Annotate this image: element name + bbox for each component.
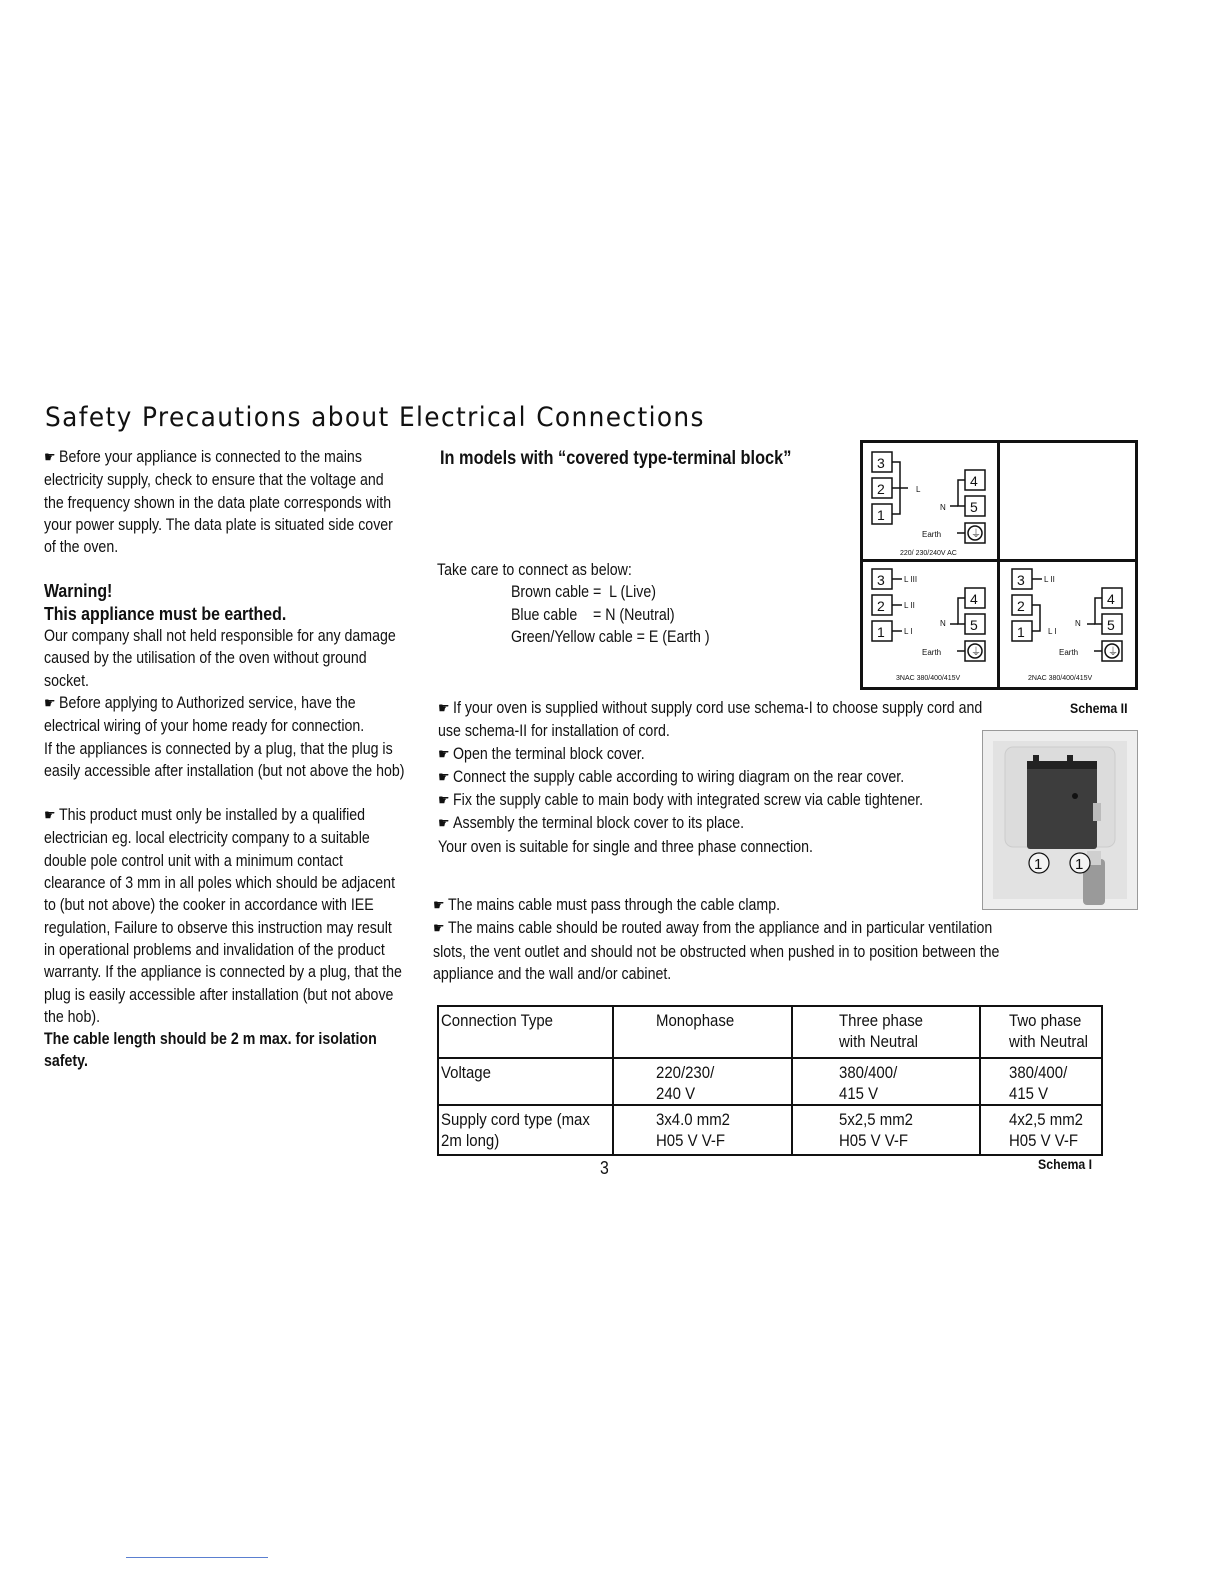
terminal-5: 5 xyxy=(970,499,978,515)
marker-1: 1 xyxy=(1075,856,1084,873)
terminal-3: 3 xyxy=(877,572,885,588)
connection-table xyxy=(437,1005,1103,1156)
neutral-label: N xyxy=(940,619,946,628)
cable-length-note: The cable length should be 2 m max. for isolation safety. xyxy=(44,1030,377,1071)
paragraph: ☛ Before your appliance is connected to the mains electricity supply, check to ensure that the voltage and the frequency shown in the data plate corresponds with your power supply. The data plate is situated side cover of the oven. xyxy=(44,448,393,557)
schema-ii-label: Schema II xyxy=(1070,700,1128,716)
pointing-hand-icon: ☛ xyxy=(44,807,56,825)
table-cell: Monophase xyxy=(613,1006,792,1058)
paragraph: Our company shall not held responsible for any damage caused by the utilisation of the oven without ground socket. xyxy=(44,627,396,690)
marker-1: 1 xyxy=(1034,856,1043,873)
cable-routing xyxy=(433,894,1018,985)
terminal-block-illustration xyxy=(983,731,1137,909)
schema-i-label: Schema I xyxy=(1038,1156,1093,1172)
terminal-4: 4 xyxy=(970,473,978,489)
brown-cable: Brown cable = L (Live) xyxy=(510,583,656,602)
earth-label: Earth xyxy=(922,648,942,657)
list-item: ☛ Assembly the terminal block cover to its place. xyxy=(438,814,745,833)
terminal-3: 3 xyxy=(1017,572,1025,588)
instructions xyxy=(438,697,988,858)
neutral-label: N xyxy=(940,503,946,512)
l2-label: L II xyxy=(904,601,915,610)
table-row xyxy=(438,1006,1102,1058)
pointing-hand-icon: ☛ xyxy=(433,920,445,938)
terminal-5: 5 xyxy=(1107,617,1115,633)
paragraph: Your oven is suitable for single and three phase connection. xyxy=(438,837,813,856)
wiring-diagrams xyxy=(860,440,1138,690)
table-row xyxy=(438,1105,1102,1155)
footer-line xyxy=(126,1557,268,1558)
earth-label: Earth xyxy=(922,530,942,539)
table-cell: 380/400/ 415 V xyxy=(792,1058,980,1105)
earth-label: Earth xyxy=(1059,648,1079,657)
pointing-hand-icon: ☛ xyxy=(438,792,450,810)
list-item: ☛ If your oven is supplied without supply cord use schema-I to choose supply cord and use schema-II for installation of cord. xyxy=(438,699,983,741)
pointing-hand-icon: ☛ xyxy=(438,700,450,717)
table-cell: 5x2,5 mm2 H05 V V-F xyxy=(792,1105,980,1155)
list-item: ☛ Connect the supply cable according to wiring diagram on the rear cover. xyxy=(438,767,905,786)
cable-colors xyxy=(437,559,798,648)
l1-label: L I xyxy=(904,627,913,636)
l3-label: L III xyxy=(904,575,918,584)
terminal-2: 2 xyxy=(877,598,885,614)
paragraph: ☛ This product must only be installed by a qualified electrician eg. local electricity company to a suitable double pole control unit with a minimum contact clearance of 3 mm in all poles which should be adjacent to (but not above) the cooker in accordance with IEE regulation, Failure to observe this instruction may result in operational problems and invalidation of the product warranty. If the appliance is connected by a plug, that the plug is easily accessible after installation (but not above the hob). xyxy=(44,806,402,1026)
terminal-block-photo xyxy=(982,730,1138,910)
diagram-caption: 3NAC 380/400/415V xyxy=(896,675,961,682)
pointing-hand-icon: ☛ xyxy=(438,768,450,786)
terminal-5: 5 xyxy=(970,617,978,633)
table-cell: 3x4.0 mm2 H05 V V-F xyxy=(613,1105,792,1155)
live-label: L xyxy=(916,485,921,494)
table-cell: Three phase with Neutral xyxy=(792,1006,980,1058)
terminal-1: 1 xyxy=(877,624,885,640)
paragraph: ☛ Before applying to Authorized service, have the electrical wiring of your home ready for connection. xyxy=(44,693,365,736)
list-item: ☛ Open the terminal block cover. xyxy=(438,744,645,763)
list-item: ☛ The mains cable must pass through the cable clamp. xyxy=(433,896,781,914)
diagram-caption: 2NAC 380/400/415V xyxy=(1028,675,1093,682)
warning-heading: Warning! xyxy=(44,580,113,602)
pointing-hand-icon: ☛ xyxy=(433,897,445,914)
terminal-4: 4 xyxy=(970,591,978,607)
terminal-1: 1 xyxy=(877,507,885,523)
page-title: Safety Precautions about Electrical Connections xyxy=(45,402,705,433)
terminal-2: 2 xyxy=(1017,598,1025,614)
earth-symbol-icon: ⏚ xyxy=(971,647,981,658)
pointing-hand-icon: ☛ xyxy=(44,449,56,466)
table-cell: 380/400/ 415 V xyxy=(980,1058,1102,1105)
neutral-label: N xyxy=(1075,619,1081,628)
terminal-3: 3 xyxy=(877,455,885,471)
terminal-1: 1 xyxy=(1017,624,1025,640)
table-cell: Supply cord type (max 2m long) xyxy=(438,1105,613,1155)
table-cell: 220/230/ 240 V xyxy=(613,1058,792,1105)
table-cell: Voltage xyxy=(438,1058,613,1105)
green-cable: Green/Yellow cable = E (Earth ) xyxy=(510,627,710,646)
table-row xyxy=(438,1058,1102,1105)
earth-symbol-icon: ⏚ xyxy=(1108,647,1118,658)
table-cell: Connection Type xyxy=(438,1006,613,1058)
table-cell: 4x2,5 mm2 H05 V V-F xyxy=(980,1105,1102,1155)
l1-label: L I xyxy=(1048,627,1057,636)
earth-symbol-icon: ⏚ xyxy=(971,529,981,540)
terminal-4: 4 xyxy=(1107,591,1115,607)
list-item: ☛ The mains cable should be routed away from the appliance and in particular ventilation slots, the vent outlet and should not be obstructed when pushed in to position between the appliance and the wall and/or cabinet. xyxy=(433,919,1000,983)
take-care-text: Take care to connect as below: xyxy=(437,561,632,579)
list-item: ☛ Fix the supply cable to main body with integrated screw via cable tightener. xyxy=(438,791,924,810)
l2-label: L II xyxy=(1044,575,1055,584)
pointing-hand-icon: ☛ xyxy=(438,815,450,833)
terminal-2: 2 xyxy=(877,481,885,497)
paragraph: If the appliances is connected by a plug, that the plug is easily accessible after installation (but not above the hob) xyxy=(44,739,405,780)
page-number: 3 xyxy=(600,1158,609,1178)
pointing-hand-icon: ☛ xyxy=(44,694,56,712)
table-cell: Two phase with Neutral xyxy=(980,1006,1102,1058)
earthed-heading: This appliance must be earthed. xyxy=(44,602,287,624)
blue-cable: Blue cable = N (Neutral) xyxy=(510,605,675,624)
section-heading: In models with “covered type-terminal block” xyxy=(440,448,792,469)
pointing-hand-icon: ☛ xyxy=(438,745,450,763)
left-column xyxy=(44,446,405,1073)
diagram-caption: 220/ 230/240V AC xyxy=(900,550,957,557)
